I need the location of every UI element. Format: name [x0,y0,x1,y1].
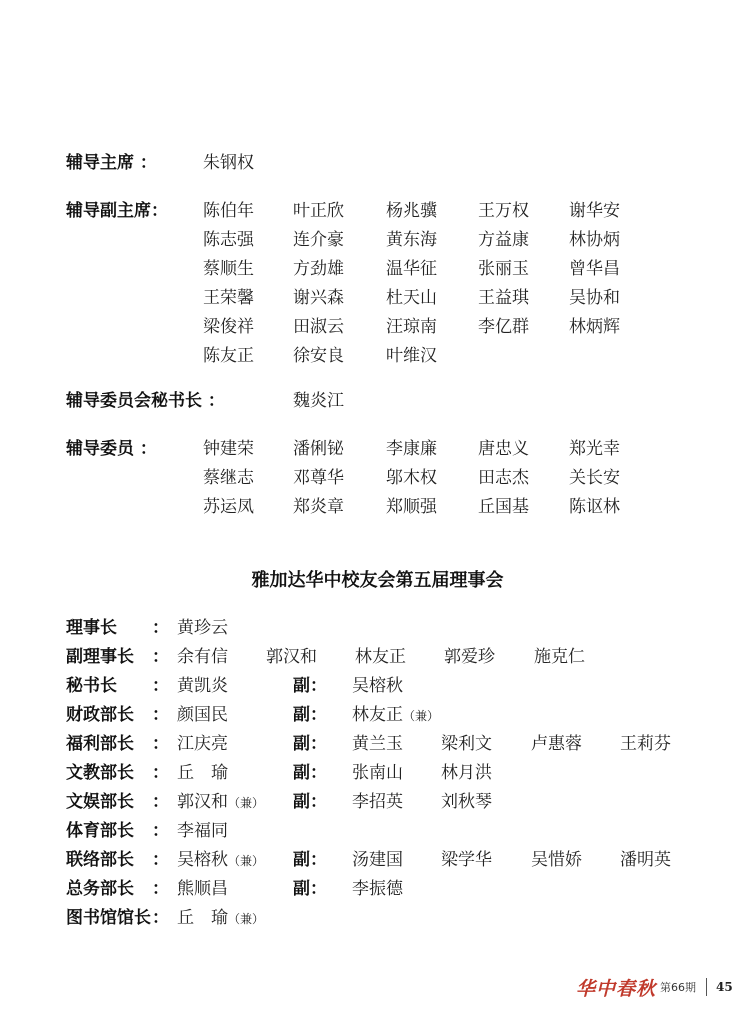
council-vice-label: 副： [293,705,327,725]
council-title: 雅加达华中校友会第五届理事会 [251,570,504,591]
advisor-secretary-name: 魏炎江 [293,391,344,411]
council-head-name: 丘 瑜 [177,763,228,783]
advisor-vice-name: 蔡顺生 [203,259,254,279]
council-role-label: 财政部长 [66,705,134,725]
council-vice-name: 吴惜娇 [531,850,582,870]
council-vice-name: 李振德 [352,879,403,899]
council-head-name: 郭汉和（兼） [177,792,265,812]
council-vice-label: 副： [293,763,327,783]
advisor-vice-name: 连介豪 [293,230,344,250]
council-head-name: 黄珍云 [177,618,228,638]
concurrent-note: （兼） [403,709,440,723]
council-head-name: 黄凯炎 [177,676,228,696]
advisor-member-name: 郑光幸 [569,439,620,459]
council-vice-name: 黄兰玉 [352,734,403,754]
advisor-member-name: 唐忠义 [478,439,529,459]
council-role-label: 福利部长 [66,734,134,754]
council-vice-label: 副： [293,879,327,899]
council-colon: ： [152,676,169,696]
advisor-member-name: 关长安 [569,468,620,488]
advisor-vice-name: 徐安良 [293,346,344,366]
council-colon: ： [152,705,169,725]
council-vice-name: 张南山 [352,763,403,783]
advisor-members-label: 辅导委员 ： [66,439,157,459]
council-role-label: 文教部长 [66,763,134,783]
council-vice-name: 吴榕秋 [352,676,403,696]
advisor-vice-name: 王荣馨 [203,288,254,308]
advisor-secretary-label: 辅导委员会秘书长 ： [66,391,225,411]
council-role-label: 秘书长 [66,676,117,696]
council-colon: ： [152,850,169,870]
council-vice-name: 林友正（兼） [352,705,440,725]
advisor-vice-label: 辅导副主席： [66,201,168,221]
council-member-name: 郭汉和 [266,647,317,667]
page-number: 45 [716,980,733,994]
advisor-member-name: 邓尊华 [293,468,344,488]
council-head-name: 丘 瑜（兼） [177,908,265,928]
advisor-vice-name: 陈伯年 [203,201,254,221]
council-vice-name: 李招英 [352,792,403,812]
advisor-member-name: 田志杰 [478,468,529,488]
council-colon: ： [152,879,169,899]
advisor-vice-name: 谢兴森 [293,288,344,308]
advisor-vice-name: 叶正欣 [293,201,344,221]
council-role-label: 理事长 [66,618,117,638]
issue-number: 第66期 [660,981,697,994]
advisor-vice-name: 温华征 [386,259,437,279]
advisor-vice-name: 林炳辉 [569,317,620,337]
council-member-name: 施克仁 [534,647,585,667]
advisor-vice-name: 曾华昌 [569,259,620,279]
council-colon: ： [152,908,169,928]
advisor-vice-name: 陈友正 [203,346,254,366]
advisor-vice-name: 方益康 [478,230,529,250]
advisor-vice-name: 田淑云 [293,317,344,337]
publication-logo: 华中春秋 [576,977,657,1000]
council-member-name: 余有信 [177,647,228,667]
council-member-name: 郭爱珍 [444,647,495,667]
council-vice-label: 副： [293,850,327,870]
council-vice-label: 副： [293,676,327,696]
advisor-vice-name: 陈志强 [203,230,254,250]
council-vice-name: 卢惠蓉 [531,734,582,754]
advisor-chair-label: 辅导主席 ： [66,153,157,173]
advisor-member-name: 郑顺强 [386,497,437,517]
advisor-vice-name: 方劲雄 [293,259,344,279]
council-colon: ： [152,618,169,638]
concurrent-note: （兼） [228,912,265,926]
council-member-name: 林友正 [355,647,406,667]
council-vice-name: 林月洪 [441,763,492,783]
advisor-vice-name: 王万权 [478,201,529,221]
council-vice-name: 汤建国 [352,850,403,870]
concurrent-note: （兼） [228,854,265,868]
council-head-name: 江庆亮 [177,734,228,754]
advisor-vice-name: 谢华安 [569,201,620,221]
advisor-member-name: 邬木权 [386,468,437,488]
advisor-vice-name: 吴协和 [569,288,620,308]
advisor-member-name: 李康廉 [386,439,437,459]
council-colon: ： [152,763,169,783]
advisor-member-name: 苏运凤 [203,497,254,517]
advisor-member-name: 丘国基 [478,497,529,517]
council-role-label: 图书馆馆长 [66,908,151,928]
council-role-label: 总务部长 [66,879,134,899]
advisor-member-name: 钟建荣 [203,439,254,459]
council-colon: ： [152,792,169,812]
council-vice-name: 梁利文 [441,734,492,754]
advisor-member-name: 潘俐铋 [293,439,344,459]
advisor-vice-name: 杨兆骥 [386,201,437,221]
council-vice-name: 梁学华 [441,850,492,870]
council-head-name: 李福同 [177,821,228,841]
advisor-vice-name: 王益琪 [478,288,529,308]
page-footer [576,976,733,998]
advisor-vice-name: 林协炳 [569,230,620,250]
council-vice-name: 刘秋琴 [441,792,492,812]
advisor-vice-name: 黄东海 [386,230,437,250]
council-role-label: 体育部长 [66,821,134,841]
council-head-name: 熊顺昌 [177,879,228,899]
advisor-vice-name: 李亿群 [478,317,529,337]
council-colon: ： [152,821,169,841]
advisor-member-name: 陈讴林 [569,497,620,517]
advisor-member-name: 郑炎章 [293,497,344,517]
advisor-vice-name: 梁俊祥 [203,317,254,337]
advisor-vice-name: 杜天山 [386,288,437,308]
advisor-vice-name: 张丽玉 [478,259,529,279]
council-role-label: 副理事长 [66,647,134,667]
advisor-chair-name: 朱钢权 [203,153,254,173]
council-colon: ： [152,734,169,754]
advisor-member-name: 蔡继志 [203,468,254,488]
council-vice-name: 潘明英 [620,850,671,870]
advisor-vice-name: 叶维汉 [386,346,437,366]
council-head-name: 吴榕秋（兼） [177,850,265,870]
concurrent-note: （兼） [228,796,265,810]
council-vice-label: 副： [293,734,327,754]
council-vice-label: 副： [293,792,327,812]
council-vice-name: 王莉芬 [620,734,671,754]
council-head-name: 颜国民 [177,705,228,725]
advisor-vice-name: 汪琼南 [386,317,437,337]
council-role-label: 联络部长 [66,850,134,870]
footer-divider [706,978,707,996]
council-colon: ： [152,647,169,667]
council-role-label: 文娱部长 [66,792,134,812]
